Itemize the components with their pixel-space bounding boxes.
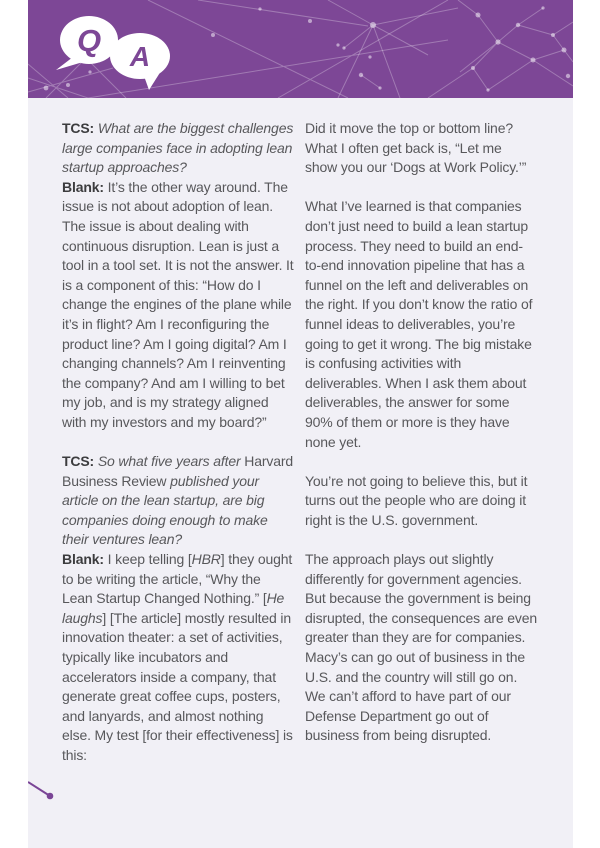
journal-name: Harvard Business Review	[62, 453, 293, 489]
answer-continued-1: Did it move the top or bottom line? What I often get back is, “Let me show you our ‘Dogs at Work Policy.’”	[305, 120, 527, 176]
answer-text: It’s the other way around. The issue is not about adoption of lean. The issue is about dealing with continuous disruption. Lean is just a tool in a tool set. It is not the answer. It is a component of this: “How do I change the engines of the plane while it’s in flight? Am I reconfiguring the product line? Am I going digital? Am I changing channels? Am I reinventing the company? And am I willing to bet my job, and is my strategy aligned with my investors and my board?”	[62, 178, 294, 430]
question-text: What are the biggest challenges large companies face in adopting lean startup approaches?	[62, 120, 294, 176]
speaker-label-blank: Blank:	[62, 551, 108, 568]
speaker-label-tcs: TCS:	[62, 120, 98, 136]
article-body	[28, 98, 573, 766]
stage-direction: He laughs	[62, 590, 285, 626]
answer-continued-4: The approach plays out slightly differently for government agencies. But because the government is being disrupted, the consequences are even greater than they are for companies. Macy’s can go out of business in the U.S. and the country will still go on. We can’t afford to have part of our Defense Department go out of business from being disrupted.	[305, 551, 537, 744]
answer-continued-2: What I’ve learned is that companies don’t just need to build a lean startup process. They need to build an end-to-end innovation pipeline that has a funnel on the left and deliverables on the right. If you don’t know the ratio of funnel ideas to deliverables, you’re going to get it wrong. The big mistake is confusing activities with deliverables. When I ask them about deliverables, the answer for some 90% of them or more is they have none yet.	[305, 198, 533, 450]
qa-speech-bubbles	[28, 0, 228, 98]
speaker-label-tcs: TCS:	[62, 453, 98, 470]
journal-abbrev: HBR	[191, 551, 221, 568]
q-letter: Q	[76, 23, 102, 58]
left-column	[62, 119, 294, 766]
answer-1	[62, 178, 294, 433]
question-2: TCS: So what five years after Harvard Business Review published your article on the lean startup, are big companies doing enough to make their ventures lean?	[62, 453, 293, 548]
magazine-page	[28, 0, 573, 848]
corner-line-dot-decoration	[28, 778, 88, 806]
right-column	[305, 119, 537, 766]
answer-2: Blank: I keep telling [HBR] they ought to be writing the article, “Why the Lean Startup Changed Nothing.” [He laughs] [The article] mostly resulted in innovation theater: a set of activities, typically like incubators and accelerators inside a company, that generate great coffee cups, posters, and lanyards, and almost nothing else. My test [for their effectiveness] is this:	[62, 551, 293, 763]
a-letter: A	[129, 41, 151, 72]
speaker-label-blank: Blank:	[62, 178, 108, 195]
answer-continued-3: You’re not going to believe this, but it turns out the people who are doing it right is the U.S. government.	[305, 472, 528, 528]
qa-header-banner	[28, 0, 573, 98]
question-1	[62, 119, 294, 178]
